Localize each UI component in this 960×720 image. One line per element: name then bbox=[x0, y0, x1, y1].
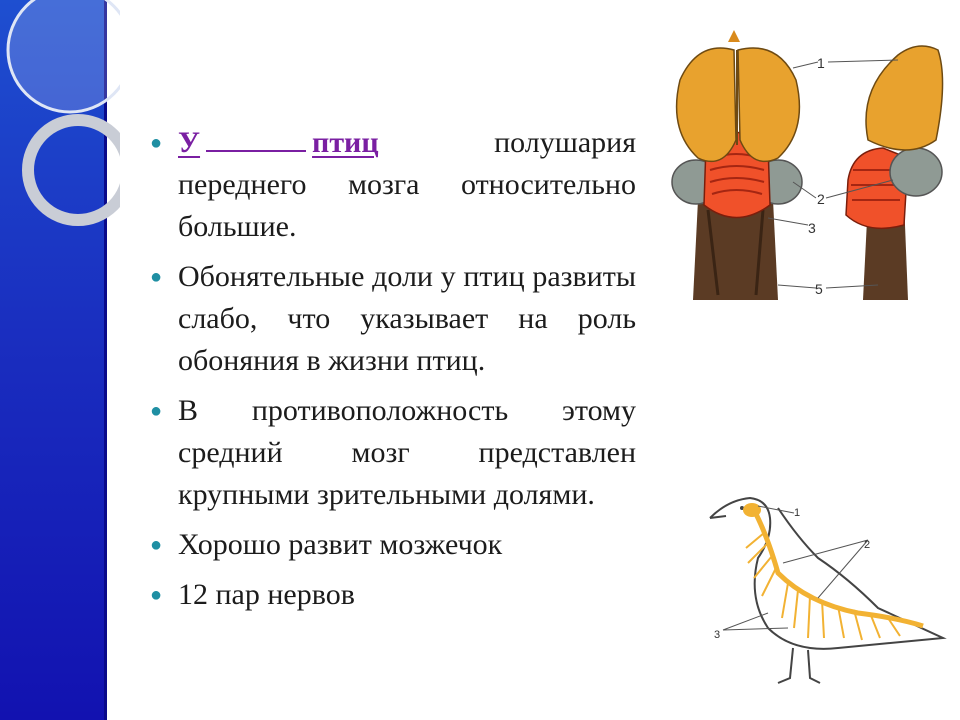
highlight-gap bbox=[206, 142, 306, 152]
bullet-text-rest: полушария bbox=[494, 126, 636, 159]
bullet-icon: ● bbox=[150, 266, 163, 288]
list-item bbox=[150, 524, 636, 566]
bullet-icon: ● bbox=[150, 534, 163, 556]
bird-label-2: 2 bbox=[864, 539, 871, 551]
bullet-text: В противоположность этому средний мозг представлен крупными зрительными долями. bbox=[178, 394, 636, 511]
bullet-text-continuation: переднего мозга относительно большие. bbox=[178, 168, 636, 243]
bird-brain-illustration bbox=[668, 30, 958, 300]
bullet-icon: ● bbox=[150, 132, 163, 154]
bullet-icon: ● bbox=[150, 400, 163, 422]
brain-label-2: 2 bbox=[817, 191, 825, 207]
list-item bbox=[150, 574, 636, 616]
bullet-text: Обонятельные доли у птиц развиты слабо, что указывает на роль обоняния в жизни птиц. bbox=[178, 260, 636, 377]
bullet-text: 12 пар нервов bbox=[178, 578, 355, 611]
bullet-text: Хорошо развит мозжечок bbox=[178, 528, 503, 561]
bullet-list bbox=[150, 122, 636, 624]
highlight-term-start: У bbox=[178, 126, 201, 159]
bird-label-3: 3 bbox=[714, 629, 721, 641]
highlight-term-end: птиц bbox=[312, 126, 379, 159]
list-item bbox=[150, 256, 636, 382]
list-item bbox=[150, 390, 636, 516]
list-item bbox=[150, 122, 636, 248]
brain-label-1: 1 bbox=[817, 55, 825, 71]
brain-label-3: 3 bbox=[808, 220, 816, 236]
bird-nervous-system-illustration bbox=[698, 478, 958, 693]
bird-label-1: 1 bbox=[794, 507, 801, 519]
decorative-rings bbox=[0, 0, 120, 260]
bullet-icon: ● bbox=[150, 584, 163, 606]
brain-label-5: 5 bbox=[815, 281, 823, 297]
